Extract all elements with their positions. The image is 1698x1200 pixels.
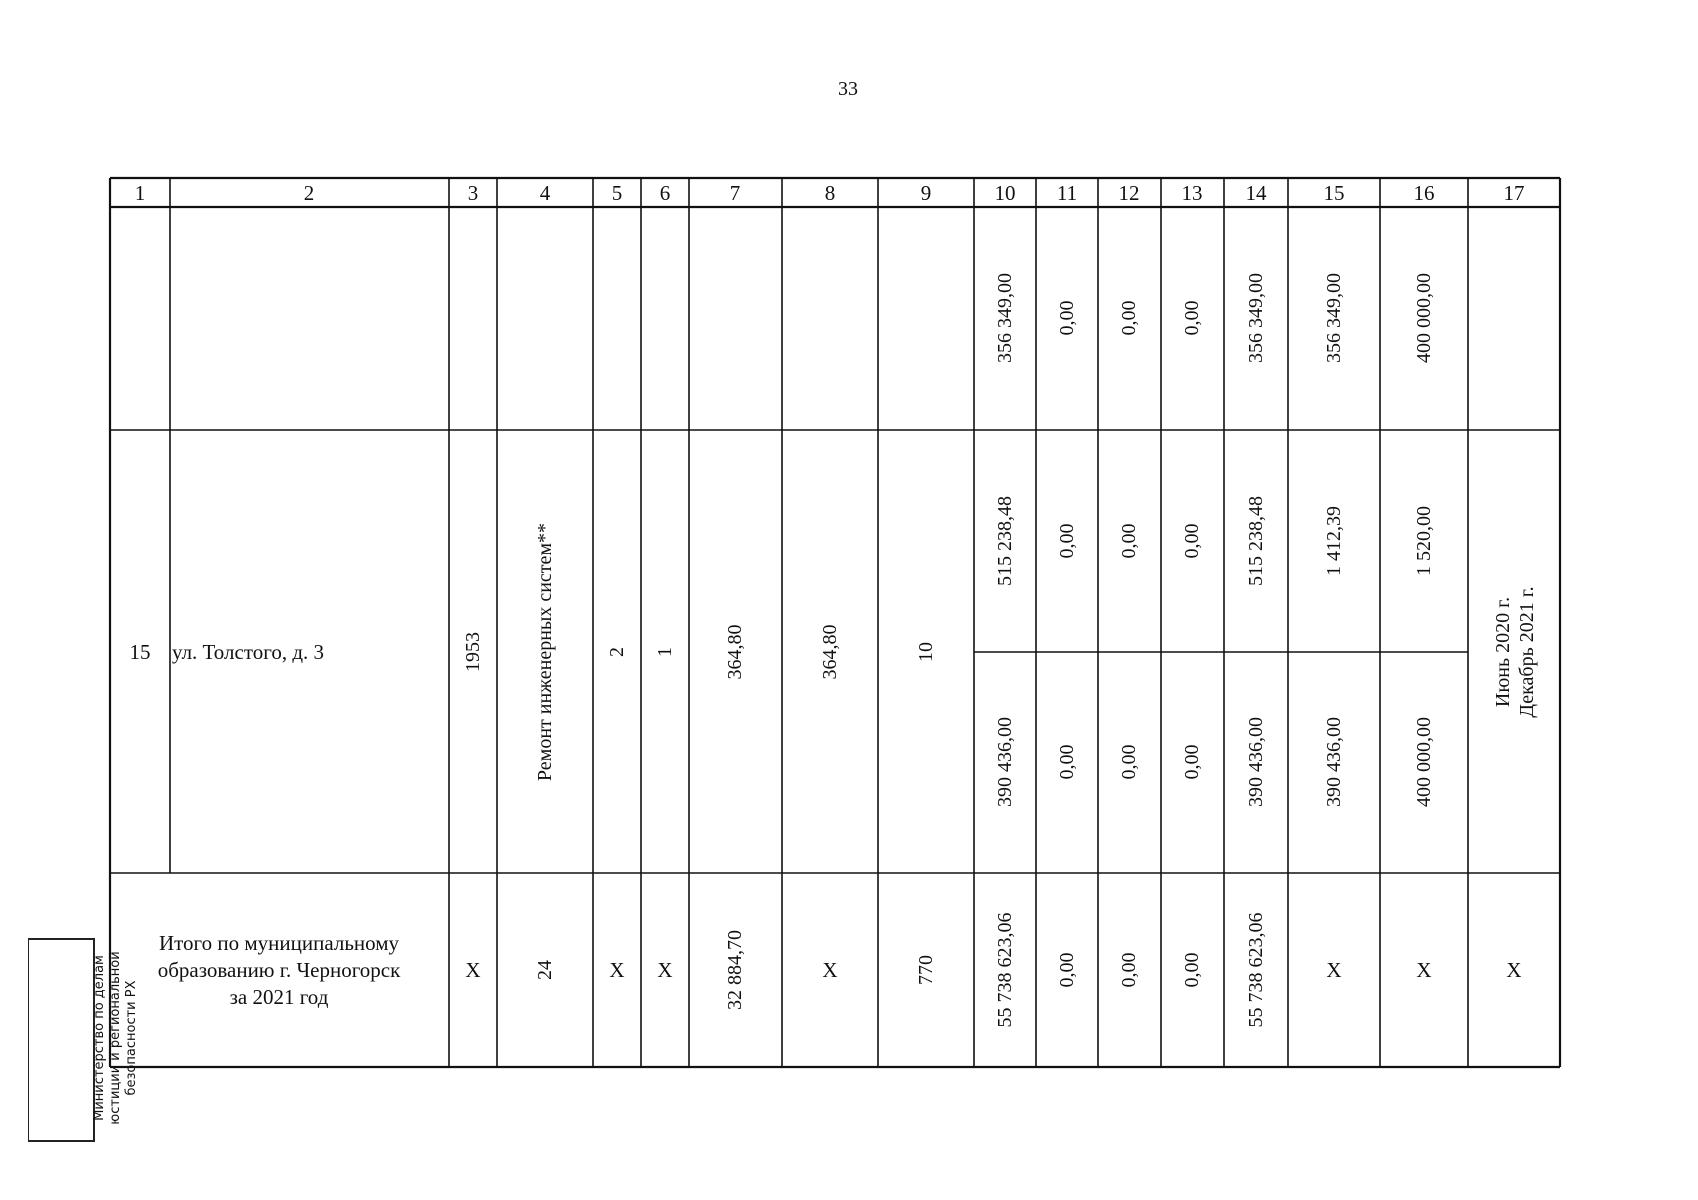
- column-header: 8: [824, 181, 836, 205]
- table-cell: X: [822, 958, 838, 982]
- total-label: Итого по муниципальному: [158, 931, 400, 955]
- table-cell: 0,00: [1118, 744, 1140, 780]
- table-cell: 0,00: [1056, 300, 1078, 336]
- column-header: 12: [1118, 181, 1140, 205]
- table-cell: 55 738 623,06: [1245, 912, 1267, 1028]
- column-header: 15: [1323, 181, 1345, 205]
- table-cell: 390 436,00: [1323, 717, 1345, 807]
- stamp-line: безопасности РХ: [124, 980, 139, 1096]
- table-cell: 1 520,00: [1413, 506, 1435, 576]
- table-cell: 1 412,39: [1323, 506, 1345, 576]
- column-header: 16: [1413, 181, 1435, 205]
- stamp-line: Министерство по делам: [92, 955, 107, 1121]
- table-cell: X: [609, 958, 625, 982]
- table-cell: 356 349,00: [1245, 273, 1267, 363]
- table-cell: 770: [915, 955, 937, 985]
- table-cell: 0,00: [1181, 300, 1203, 336]
- table-cell: 0,00: [1118, 523, 1140, 559]
- table-cell: 515 238,48: [994, 496, 1016, 586]
- table-cell: 0,00: [1181, 523, 1203, 559]
- table-cell: 0,00: [1056, 744, 1078, 780]
- page-number: 33: [838, 78, 858, 100]
- table-cell: 0,00: [1118, 300, 1140, 336]
- table-cell: 0,00: [1056, 952, 1078, 988]
- column-header: 3: [467, 181, 479, 205]
- table-cell: 24: [534, 960, 556, 980]
- address-cell: ул. Толстого, д. 3: [172, 640, 325, 664]
- column-header: 7: [729, 181, 741, 205]
- table-cell: 1: [654, 647, 676, 657]
- table-cell: 515 238,48: [1245, 496, 1267, 586]
- column-header: 14: [1245, 181, 1267, 205]
- table-cell: X: [1506, 958, 1522, 982]
- table-cell: 390 436,00: [1245, 717, 1267, 807]
- column-header: 17: [1503, 181, 1525, 205]
- table-cell: 356 349,00: [1323, 273, 1345, 363]
- table-cell: 364,80: [724, 624, 746, 680]
- table-cell: 400 000,00: [1413, 273, 1435, 363]
- header-row: [135, 181, 1525, 205]
- table-cell: 0,00: [1181, 952, 1203, 988]
- table-cell: X: [465, 958, 481, 982]
- stamp-line: юстиции и региональной: [108, 951, 123, 1125]
- table-cell: 356 349,00: [994, 273, 1016, 363]
- total-label: образованию г. Черногорск: [157, 958, 401, 982]
- table-cell: 10: [915, 642, 937, 662]
- table-cell: X: [1326, 958, 1342, 982]
- ministry-stamp: [28, 938, 95, 1142]
- column-header: 5: [611, 181, 623, 205]
- table-cell: 0,00: [1181, 744, 1203, 780]
- table-cell: 400 000,00: [1413, 717, 1435, 807]
- table-cell: 2: [606, 647, 628, 657]
- column-header: 11: [1056, 181, 1078, 205]
- column-header: 2: [303, 181, 315, 205]
- table-cell: X: [1416, 958, 1432, 982]
- stamp-text: [92, 938, 140, 1138]
- table-cell: 390 436,00: [994, 717, 1016, 807]
- column-header: 10: [994, 181, 1016, 205]
- column-header: 9: [920, 181, 932, 205]
- year-cell: 1953: [462, 632, 484, 672]
- column-header: 1: [134, 181, 146, 205]
- total-row: [158, 913, 1522, 1028]
- work-type-cell: Ремонт инженерных систем**: [534, 522, 556, 782]
- table-cell: 0,00: [1118, 952, 1140, 988]
- table-cell: 32 884,70: [724, 930, 746, 1010]
- row-number: 15: [129, 640, 151, 664]
- table-cell: 364,80: [819, 624, 841, 680]
- table-cell: 55 738 623,06: [994, 912, 1016, 1028]
- table-row: [994, 273, 1435, 363]
- period-start: Июнь 2020 г.: [1492, 596, 1514, 708]
- table-cell: 0,00: [1056, 523, 1078, 559]
- column-header: 13: [1181, 181, 1203, 205]
- column-header: 6: [659, 181, 671, 205]
- period-end: Декабрь 2021 г.: [1516, 586, 1538, 718]
- column-header: 4: [539, 181, 551, 205]
- table-cell: X: [657, 958, 673, 982]
- total-label: за 2021 год: [229, 985, 329, 1009]
